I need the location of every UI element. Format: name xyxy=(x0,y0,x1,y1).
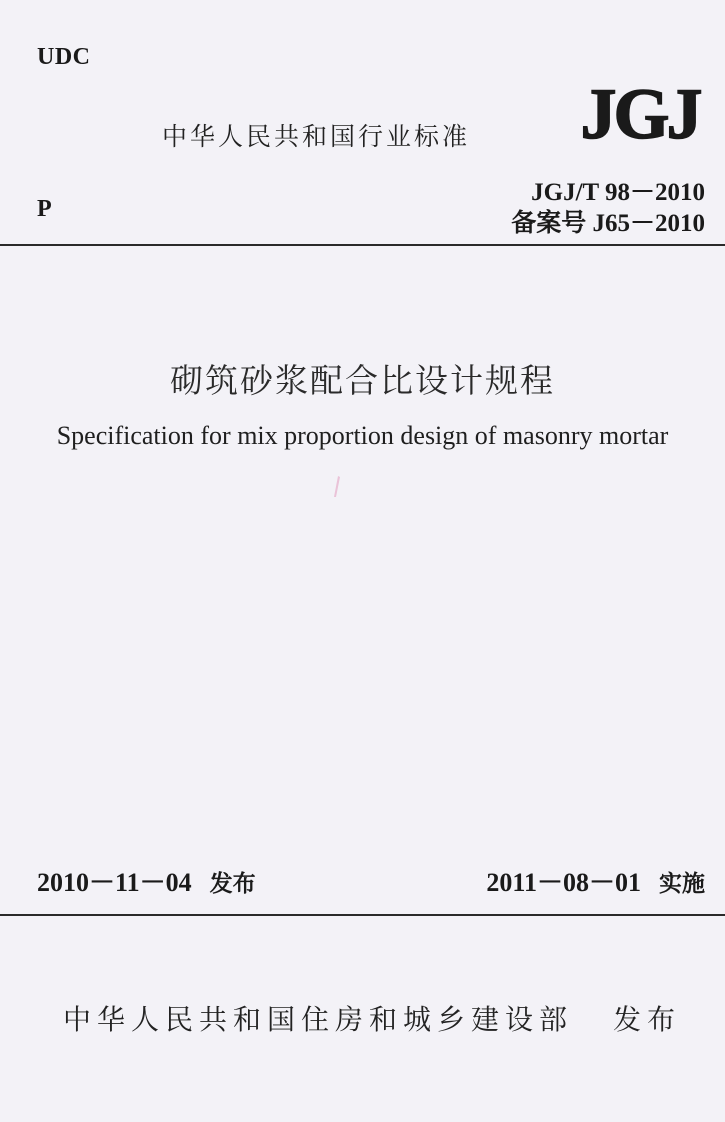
title-english: Specification for mix proportion design of masonry mortar xyxy=(56,421,669,450)
issue-label: 发布 xyxy=(209,871,256,897)
udc-label: UDC xyxy=(37,44,91,70)
implementation-date-value: 2011－08－01 xyxy=(486,868,641,897)
top-divider xyxy=(0,244,725,246)
ink-mark xyxy=(330,475,342,499)
industry-standard-title: 中华人民共和国行业标准 xyxy=(162,122,471,151)
title-chinese: 砌筑砂浆配合比设计规程 xyxy=(170,361,555,400)
logo-text: JGJ xyxy=(580,78,700,146)
jgj-logo xyxy=(570,78,710,146)
issue-date-value: 2010－11－04 xyxy=(37,868,192,897)
record-number: 备案号 J65－2010 xyxy=(511,210,705,237)
implementation-label: 实施 xyxy=(659,871,705,897)
issue-date xyxy=(37,862,256,899)
standard-code: JGJ/T 98－2010 xyxy=(531,179,705,206)
classification-label: P xyxy=(37,196,52,222)
implementation-date xyxy=(486,862,705,899)
bottom-divider xyxy=(0,914,725,916)
publisher-name: 中华人民共和国住房和城乡建设部 xyxy=(63,1003,574,1036)
publish-label: 发布 xyxy=(613,1003,682,1036)
